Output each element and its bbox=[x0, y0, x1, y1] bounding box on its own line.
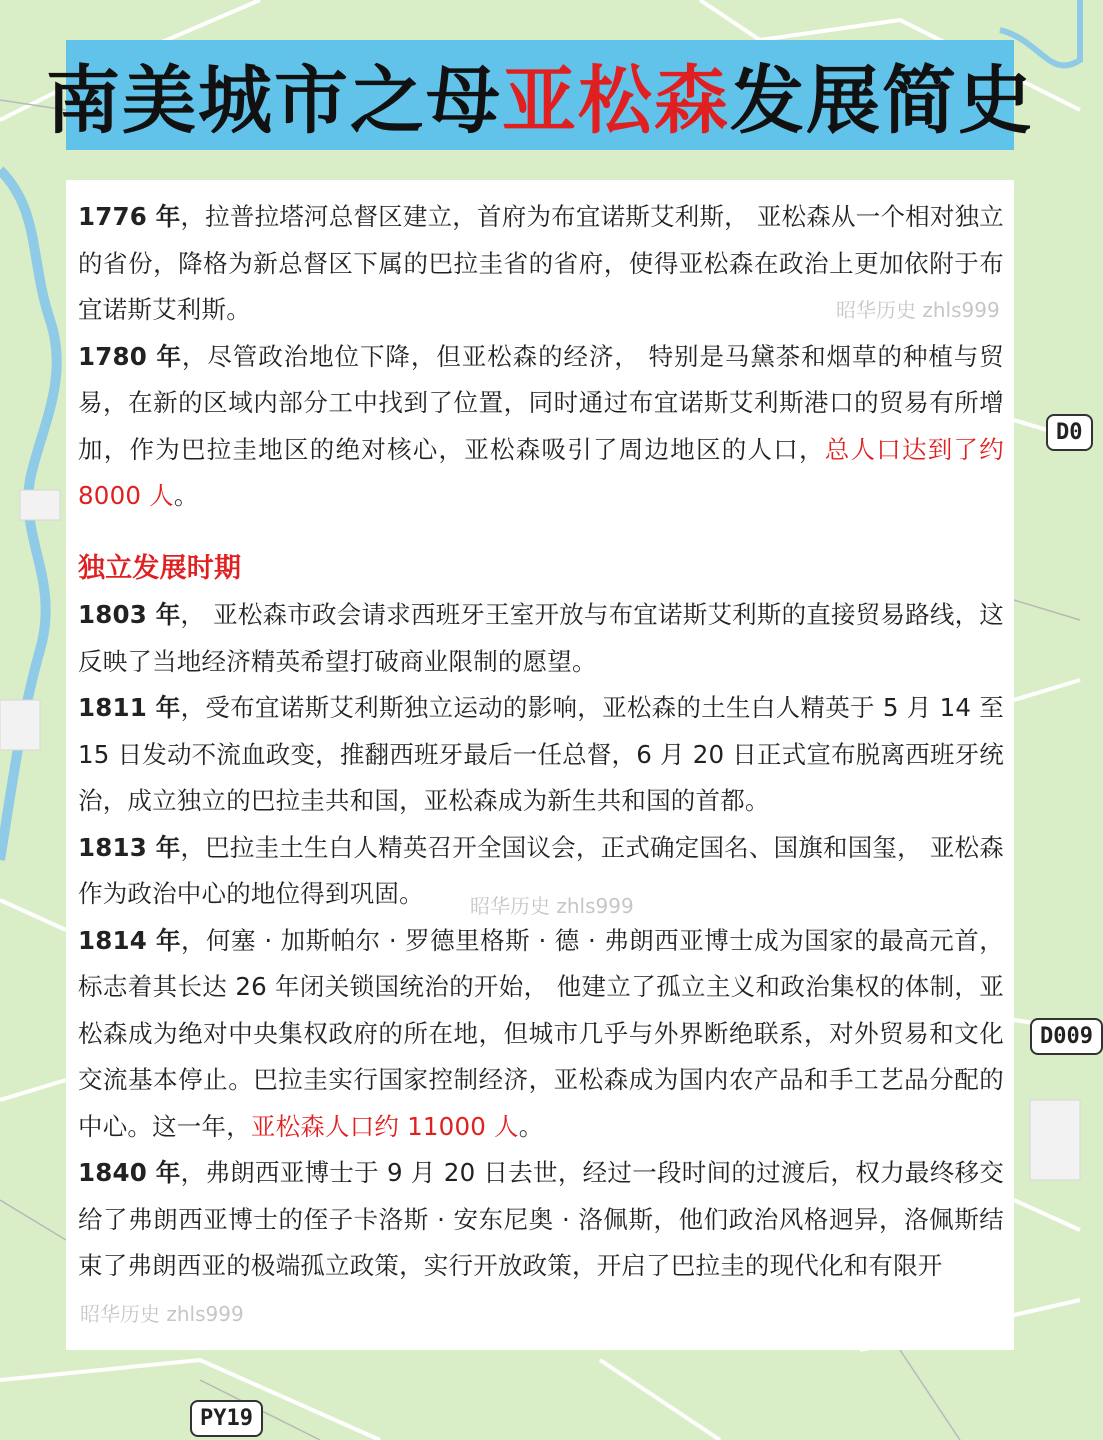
entry-1814 bbox=[78, 918, 1004, 1151]
entry-year: 1780 年 bbox=[78, 341, 182, 371]
entry-year: 1776 年 bbox=[78, 202, 181, 231]
content-card bbox=[66, 180, 1014, 1350]
entry-year: 1814 年 bbox=[78, 925, 182, 955]
entry-text: ， 亚松森市政会请求西班牙王室开放与布宜诺斯艾利斯的直接贸易路线，这反映了当地经济精英希望打破商业限制的愿望。 bbox=[78, 600, 1004, 676]
watermark: 昭华历史 zhls999 bbox=[470, 894, 634, 918]
page-title bbox=[46, 42, 1034, 148]
entry-text: ，受布宜诺斯艾利斯独立运动的影响，亚松森的土生白人精英于 5 月 14 至 15 日发动不流血政变，推翻西班牙最后一任总督，6 月 20 日正式宣布脱离西班牙统治，成立独立的巴拉圭共和国，亚松森成为新生共和国的首都。 bbox=[78, 693, 1004, 815]
entry-year: 1840 年 bbox=[78, 1158, 181, 1187]
title-highlight-city: 亚松森 bbox=[502, 58, 730, 144]
entry-year: 1811 年 bbox=[78, 693, 181, 722]
entry-1803 bbox=[78, 592, 1004, 685]
watermark: 昭华历史 zhls999 bbox=[80, 1302, 244, 1326]
section-heading-independence: 独立发展时期 bbox=[78, 552, 242, 584]
entry-text: ，尽管政治地位下降，但亚松森的经济， 特别是马黛茶和烟草的种植与贸易，在新的区域内部分工中找到了位置，同时通过布宜诺斯艾利斯港口的贸易有所增加，作为巴拉圭地区的绝对核心，亚松森吸引了周边地区的人口， bbox=[78, 341, 1004, 464]
entry-text: ，何塞 · 加斯帕尔 · 罗德里格斯 · 德 · 弗朗西亚博士成为国家的最高元首，标志着其长达 26 年闭关锁国统治的开始， 他建立了孤立主义和政治集权的体制，亚松森成为绝对中央集权政府的所在地，但城市几乎与外界断绝联系，对外贸易和文化交流基本停止。巴拉圭实行国家控制经济，亚松森成为国内农产品和手工艺品分配的中心。这一年， bbox=[78, 925, 1005, 1141]
entry-text: ，弗朗西亚博士于 9 月 20 日去世，经过一段时间的过渡后，权力最终移交给了弗朗西亚博士的侄子卡洛斯 · 安东尼奥 · 洛佩斯，他们政治风格迥异，洛佩斯结束了弗朗西亚的极端孤立政策，实行开放政策，开启了巴拉圭的现代化和有限开 bbox=[78, 1158, 1004, 1280]
title-banner bbox=[46, 40, 1034, 150]
entry-1840 bbox=[78, 1150, 1004, 1290]
entry-year: 1803 年 bbox=[78, 600, 181, 629]
entry-end: 。 bbox=[173, 481, 199, 510]
entry-1780 bbox=[78, 334, 1004, 520]
watermark: 昭华历史 zhls999 bbox=[836, 298, 1000, 322]
road-badge-d0: D0 bbox=[1046, 414, 1093, 451]
entry-text: ，拉普拉塔河总督区建立，首府为布宜诺斯艾利斯， 亚松森从一个相对独立的省份，降格为新总督区下属的巴拉圭省的省府，使得亚松森在政治上更加依附于布宜诺斯艾利斯。 bbox=[78, 202, 1004, 324]
entry-1811 bbox=[78, 685, 1004, 825]
population-highlight: 总人口达到了约 8000 人 bbox=[78, 434, 1005, 510]
title-part-1: 南美城市之母 bbox=[46, 58, 502, 144]
road-badge-d009: D009 bbox=[1030, 1018, 1103, 1055]
article-body bbox=[78, 194, 1004, 1290]
entry-end: 。 bbox=[518, 1111, 544, 1141]
population-highlight: 亚松森人口约 11000 人 bbox=[250, 1111, 519, 1141]
entry-year: 1813 年 bbox=[78, 832, 181, 862]
title-part-3: 发展简史 bbox=[730, 58, 1034, 144]
entry-text: ，巴拉圭土生白人精英召开全国议会，正式确定国名、国旗和国玺， 亚松森作为政治中心的地位得到巩固。 bbox=[78, 832, 1004, 908]
road-badge-py19: PY19 bbox=[190, 1400, 263, 1437]
